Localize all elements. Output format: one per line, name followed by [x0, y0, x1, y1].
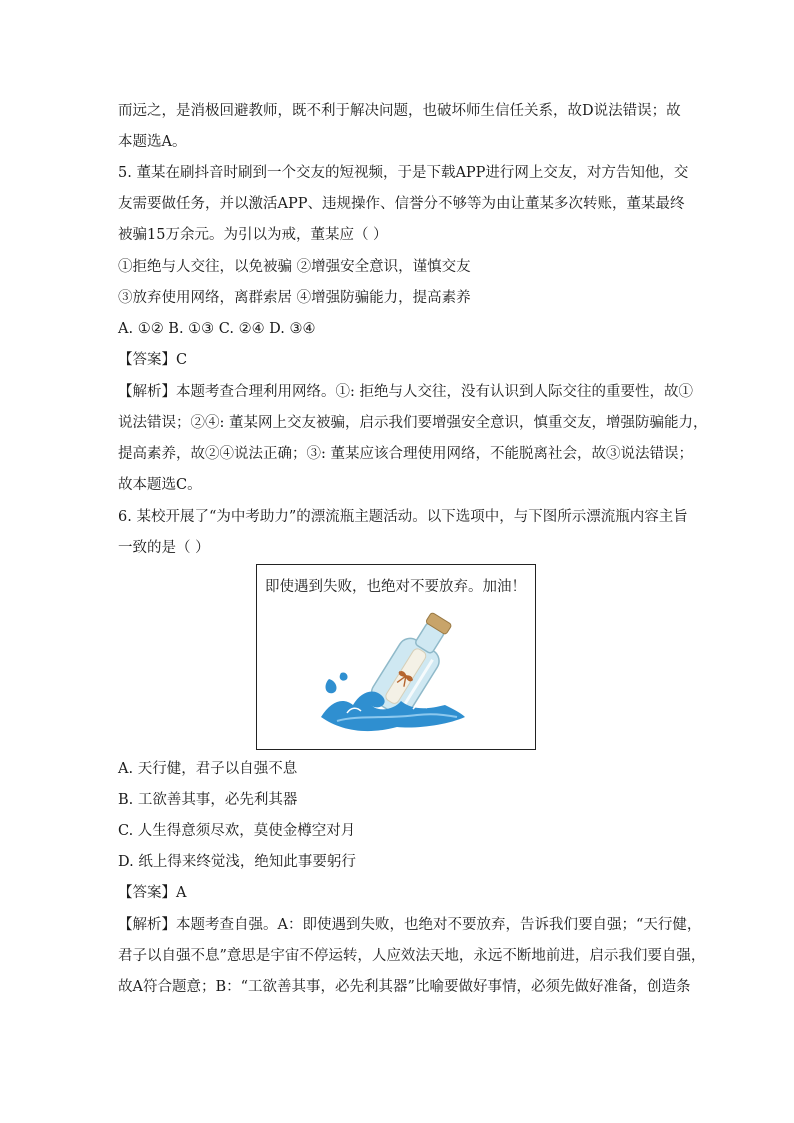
message-bottle-icon: [317, 609, 467, 741]
question-6-analysis-line: 君子以自强不息”意思是宇宙不停运转，人应效法天地，永远不断地前进，启示我们要自强，: [118, 948, 706, 964]
question-5-option-line: ③放弃使用网络，离群索居 ④增强防骗能力，提高素养: [118, 290, 471, 306]
figure-caption: 即使遇到失败，也绝对不要放弃。加油！: [265, 579, 526, 595]
question-5-line: 被骗15万余元。为引以为戒，董某应（ ）: [118, 227, 388, 243]
question-5-analysis-line: 说法错误；②④: 董某网上交友被骗，启示我们要增强安全意识，慎重交友，增强防骗能力，: [118, 415, 708, 431]
question-5-choices: A. ①② B. ①③ C. ②④ D. ③④: [118, 321, 316, 337]
question-5-line: 友需要做任务，并以激活APP、违规操作、信誉分不够等为由让董某多次转账，董某最终: [118, 196, 685, 212]
question-5-answer: 【答案】C: [118, 352, 188, 368]
question-5-line: 5. 董某在刷抖音时刷到一个交友的短视频，于是下载APP进行网上交友，对方告知他，交: [118, 165, 689, 181]
paragraph-line: 本题选A。: [118, 134, 187, 150]
question-5-analysis-line: 故本题选C。: [118, 477, 202, 493]
question-6-option-c: C. 人生得意须尽欢，莫使金樽空对月: [118, 823, 356, 839]
question-6-answer: 【答案】A: [118, 885, 187, 901]
question-6-option-b: B. 工欲善其事，必先利其器: [118, 792, 298, 808]
question-6-analysis-line: 故A符合题意；B：“工欲善其事，必先利其器”比喻要做好事情，必须先做好准备，创造条: [118, 979, 691, 995]
question-6-line: 6. 某校开展了“为中考助力”的漂流瓶主题活动。以下选项中，与下图所示漂流瓶内容主旨: [118, 509, 688, 525]
question-6-option-d: D. 纸上得来终觉浅，绝知此事要躬行: [118, 854, 356, 870]
question-5-analysis-line: 提高素养，故②④说法正确；③: 董某应该合理使用网络，不能脱离社会，故③说法错误；: [118, 446, 693, 462]
question-6-option-a: A. 天行健，君子以自强不息: [118, 761, 298, 777]
question-6-line: 一致的是（ ）: [118, 540, 210, 556]
question-5-option-line: ①拒绝与人交往，以免被骗 ②增强安全意识，谨慎交友: [118, 259, 471, 275]
question-5-analysis-line: 【解析】本题考查合理利用网络。①: 拒绝与人交往，没有认识到人际交往的重要性，故①: [118, 384, 693, 400]
paragraph-line: 而远之，是消极回避教师，既不利于解决问题，也破坏师生信任关系，故D说法错误；故: [118, 103, 681, 119]
drift-bottle-figure: [256, 564, 536, 750]
question-6-analysis-line: 【解析】本题考查自强。A：即使遇到失败，也绝对不要放弃，告诉我们要自强；“天行健，: [118, 917, 702, 933]
